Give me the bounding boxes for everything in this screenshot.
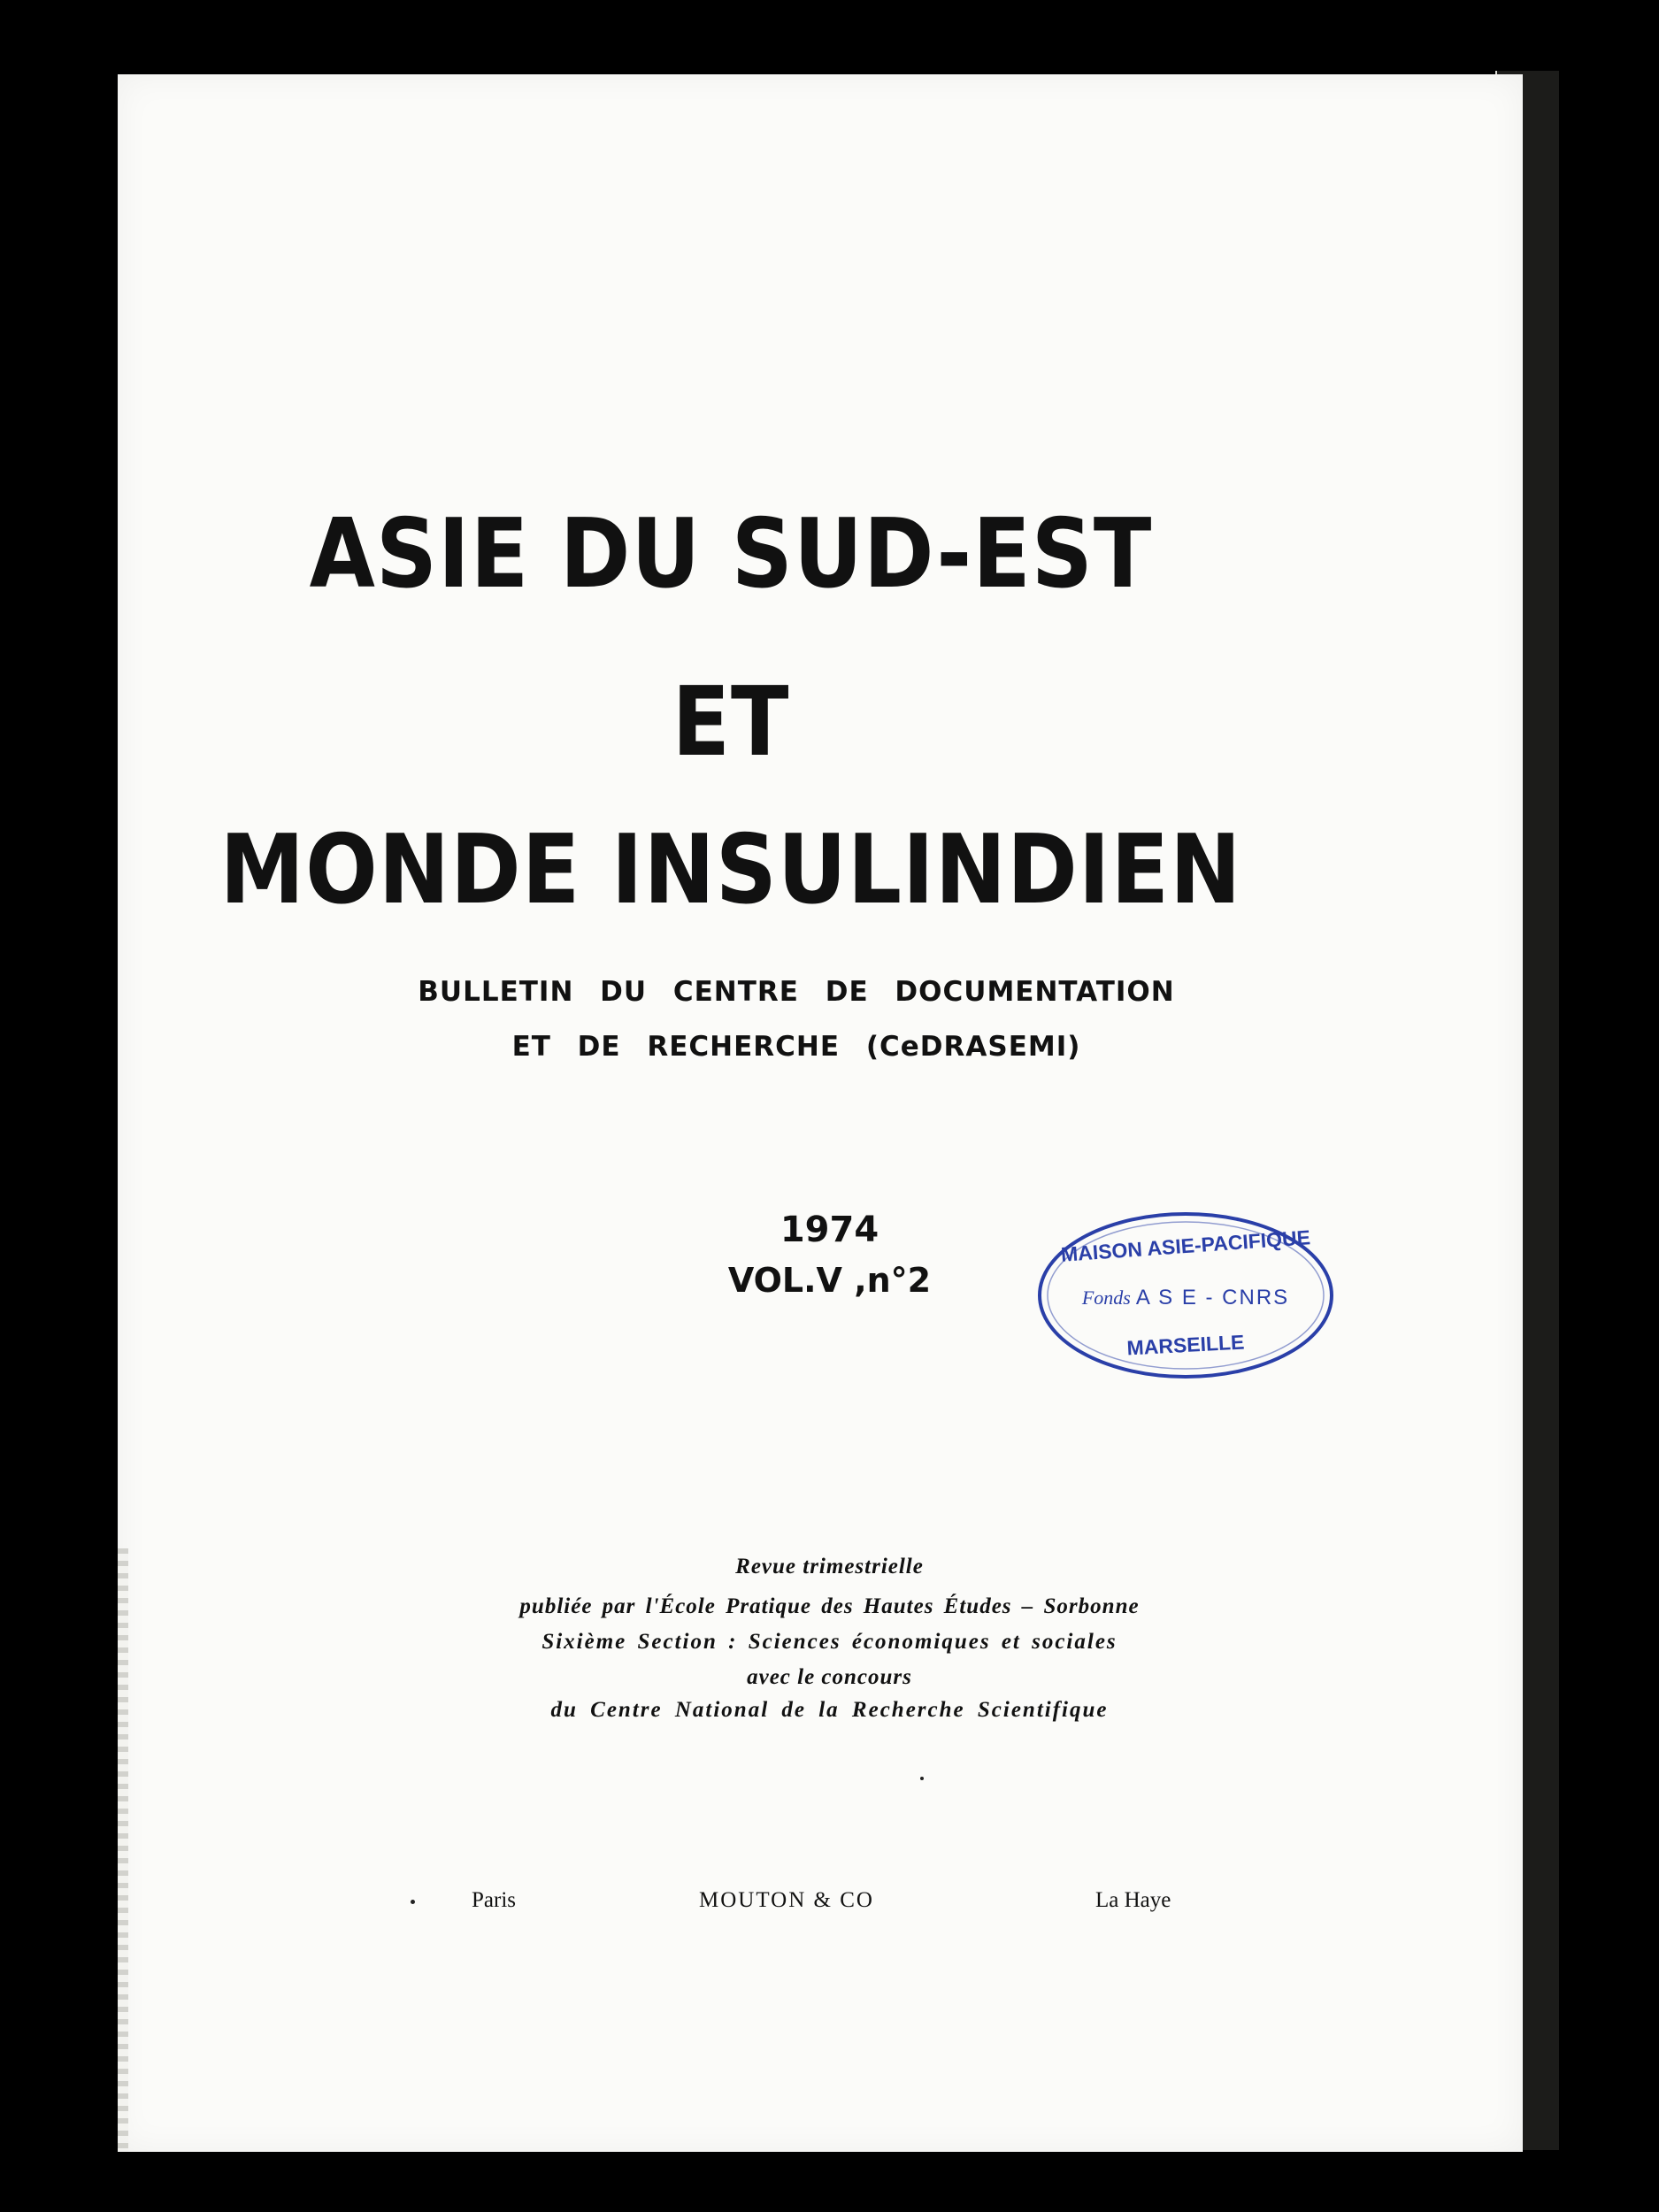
- publisher-line3: Sixième Section : Sciences économiques et sociales: [541, 1630, 1118, 1654]
- journal-title-line2: ET: [672, 666, 790, 778]
- stamp-top-text: MAISON ASIE-PACIFIQUE: [1060, 1225, 1311, 1266]
- issue-volume: VOL.V ,n°2: [727, 1261, 932, 1300]
- journal-title-line3: MONDE INSULINDIEN: [219, 814, 1242, 926]
- library-stamp: [1035, 1210, 1336, 1381]
- stamp-middle: [1035, 1287, 1336, 1309]
- footer-city-la-haye: La Haye: [1095, 1888, 1171, 1912]
- speck-mark: [920, 1777, 924, 1780]
- stamp-fonds-text: Fonds: [1081, 1286, 1131, 1309]
- publisher-line4: avec le concours: [747, 1665, 912, 1689]
- issue-year: 1974: [780, 1210, 879, 1250]
- journal-title-line1: ASIE DU SUD-EST: [309, 498, 1153, 610]
- subtitle-line2: ET DE RECHERCHE (CeDRASEMI): [511, 1031, 1081, 1063]
- publisher-line1: Revue trimestrielle: [735, 1555, 924, 1578]
- publisher-line2: publiée par l'École Pratique des Hautes Études – Sorbonne: [519, 1594, 1140, 1618]
- subtitle-line1: BULLETIN DU CENTRE DE DOCUMENTATION: [418, 976, 1175, 1008]
- stamp-bottom-text: MARSEILLE: [1125, 1330, 1246, 1360]
- publisher-line5: du Centre National de la Recherche Scientifique: [550, 1698, 1109, 1722]
- footer-publisher: MOUTON & CO: [699, 1888, 874, 1912]
- stamp-middle-text: A S E - CNRS: [1135, 1286, 1290, 1310]
- footer-city-paris: Paris: [472, 1888, 516, 1912]
- speck-mark: [411, 1900, 415, 1904]
